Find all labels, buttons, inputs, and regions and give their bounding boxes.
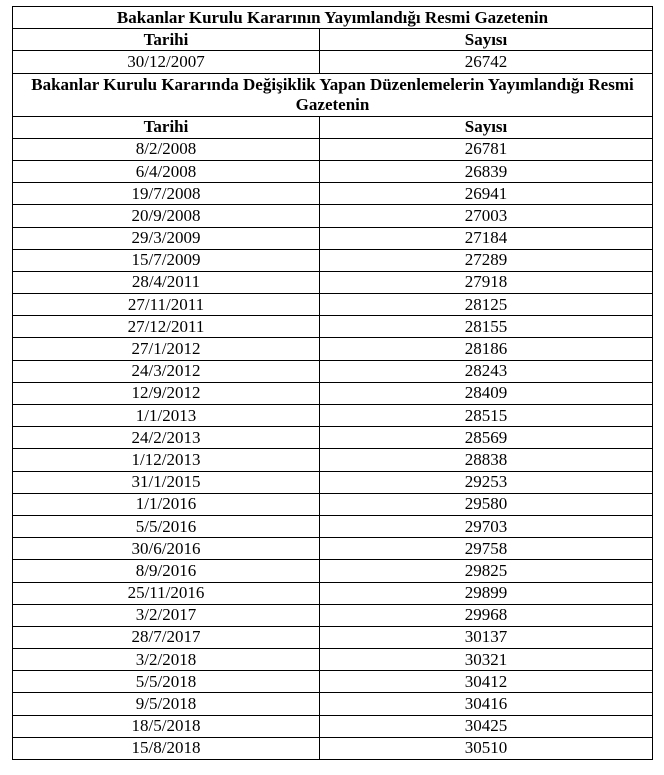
- number-cell: 29253: [320, 471, 653, 493]
- date-cell: 18/5/2018: [13, 715, 320, 737]
- date-cell: 9/5/2018: [13, 693, 320, 715]
- table-row: [13, 560, 653, 582]
- date-cell: 24/2/2013: [13, 427, 320, 449]
- section2-number-header: Sayısı: [320, 116, 653, 138]
- table-row: [13, 160, 653, 182]
- gazette-table: [12, 6, 653, 760]
- table-row: [13, 671, 653, 693]
- date-cell: 1/12/2013: [13, 449, 320, 471]
- date-cell: 3/2/2018: [13, 649, 320, 671]
- table-row: [13, 515, 653, 537]
- table-row: [13, 693, 653, 715]
- number-cell: 28125: [320, 294, 653, 316]
- number-cell: 27184: [320, 227, 653, 249]
- section1-date-header: Tarihi: [13, 29, 320, 51]
- table-row: [13, 382, 653, 404]
- section1-title: Bakanlar Kurulu Kararının Yayımlandığı Resmi Gazetenin: [13, 7, 653, 29]
- table-row: [13, 205, 653, 227]
- date-cell: 8/9/2016: [13, 560, 320, 582]
- table-row: [13, 249, 653, 271]
- number-cell: 27003: [320, 205, 653, 227]
- gazette-table-body: [13, 7, 653, 760]
- number-cell: 28515: [320, 405, 653, 427]
- section1-date-cell: 30/12/2007: [13, 51, 320, 73]
- section1-number-cell: 26742: [320, 51, 653, 73]
- table-row: [13, 405, 653, 427]
- date-cell: 30/6/2016: [13, 538, 320, 560]
- number-cell: 30137: [320, 626, 653, 648]
- number-cell: 29899: [320, 582, 653, 604]
- number-cell: 29703: [320, 515, 653, 537]
- number-cell: 30412: [320, 671, 653, 693]
- date-cell: 1/1/2013: [13, 405, 320, 427]
- table-row: [13, 649, 653, 671]
- date-cell: 27/12/2011: [13, 316, 320, 338]
- table-row: [13, 449, 653, 471]
- date-cell: 27/1/2012: [13, 338, 320, 360]
- number-cell: 29825: [320, 560, 653, 582]
- date-cell: 8/2/2008: [13, 138, 320, 160]
- table-row: [13, 471, 653, 493]
- table-row: [13, 715, 653, 737]
- number-cell: 27289: [320, 249, 653, 271]
- number-cell: 29758: [320, 538, 653, 560]
- table-row: [13, 538, 653, 560]
- date-cell: 20/9/2008: [13, 205, 320, 227]
- date-cell: 6/4/2008: [13, 160, 320, 182]
- number-cell: 29580: [320, 493, 653, 515]
- section1-header-row: [13, 29, 653, 51]
- date-cell: 12/9/2012: [13, 382, 320, 404]
- number-cell: 26839: [320, 160, 653, 182]
- number-cell: 30416: [320, 693, 653, 715]
- table-row: [13, 427, 653, 449]
- section2-title: Bakanlar Kurulu Kararında Değişiklik Yapan Düzenlemelerin Yayımlandığı Resmi Gazetenin: [13, 73, 653, 116]
- table-row: [13, 626, 653, 648]
- section2-header-row: [13, 116, 653, 138]
- table-row: [13, 271, 653, 293]
- date-cell: 27/11/2011: [13, 294, 320, 316]
- number-cell: 26941: [320, 183, 653, 205]
- date-cell: 15/8/2018: [13, 737, 320, 759]
- number-cell: 28838: [320, 449, 653, 471]
- section1-title-row: [13, 7, 653, 29]
- date-cell: 5/5/2016: [13, 515, 320, 537]
- date-cell: 28/4/2011: [13, 271, 320, 293]
- table-row: [13, 493, 653, 515]
- date-cell: 1/1/2016: [13, 493, 320, 515]
- section2-title-row: [13, 73, 653, 116]
- date-cell: 3/2/2017: [13, 604, 320, 626]
- date-cell: 24/3/2012: [13, 360, 320, 382]
- date-cell: 15/7/2009: [13, 249, 320, 271]
- date-cell: 19/7/2008: [13, 183, 320, 205]
- table-row: [13, 138, 653, 160]
- table-row: [13, 227, 653, 249]
- table-row: [13, 737, 653, 759]
- table-row: [13, 338, 653, 360]
- number-cell: 28243: [320, 360, 653, 382]
- table-row: [13, 294, 653, 316]
- date-cell: 29/3/2009: [13, 227, 320, 249]
- number-cell: 30425: [320, 715, 653, 737]
- number-cell: 30321: [320, 649, 653, 671]
- section2-date-header: Tarihi: [13, 116, 320, 138]
- number-cell: 28155: [320, 316, 653, 338]
- number-cell: 28186: [320, 338, 653, 360]
- section1-number-header: Sayısı: [320, 29, 653, 51]
- table-row: [13, 316, 653, 338]
- table-row: [13, 360, 653, 382]
- number-cell: 30510: [320, 737, 653, 759]
- table-row: [13, 604, 653, 626]
- number-cell: 27918: [320, 271, 653, 293]
- number-cell: 26781: [320, 138, 653, 160]
- number-cell: 28409: [320, 382, 653, 404]
- number-cell: 28569: [320, 427, 653, 449]
- date-cell: 31/1/2015: [13, 471, 320, 493]
- number-cell: 29968: [320, 604, 653, 626]
- section1-row: [13, 51, 653, 73]
- date-cell: 25/11/2016: [13, 582, 320, 604]
- table-row: [13, 183, 653, 205]
- date-cell: 5/5/2018: [13, 671, 320, 693]
- table-row: [13, 582, 653, 604]
- date-cell: 28/7/2017: [13, 626, 320, 648]
